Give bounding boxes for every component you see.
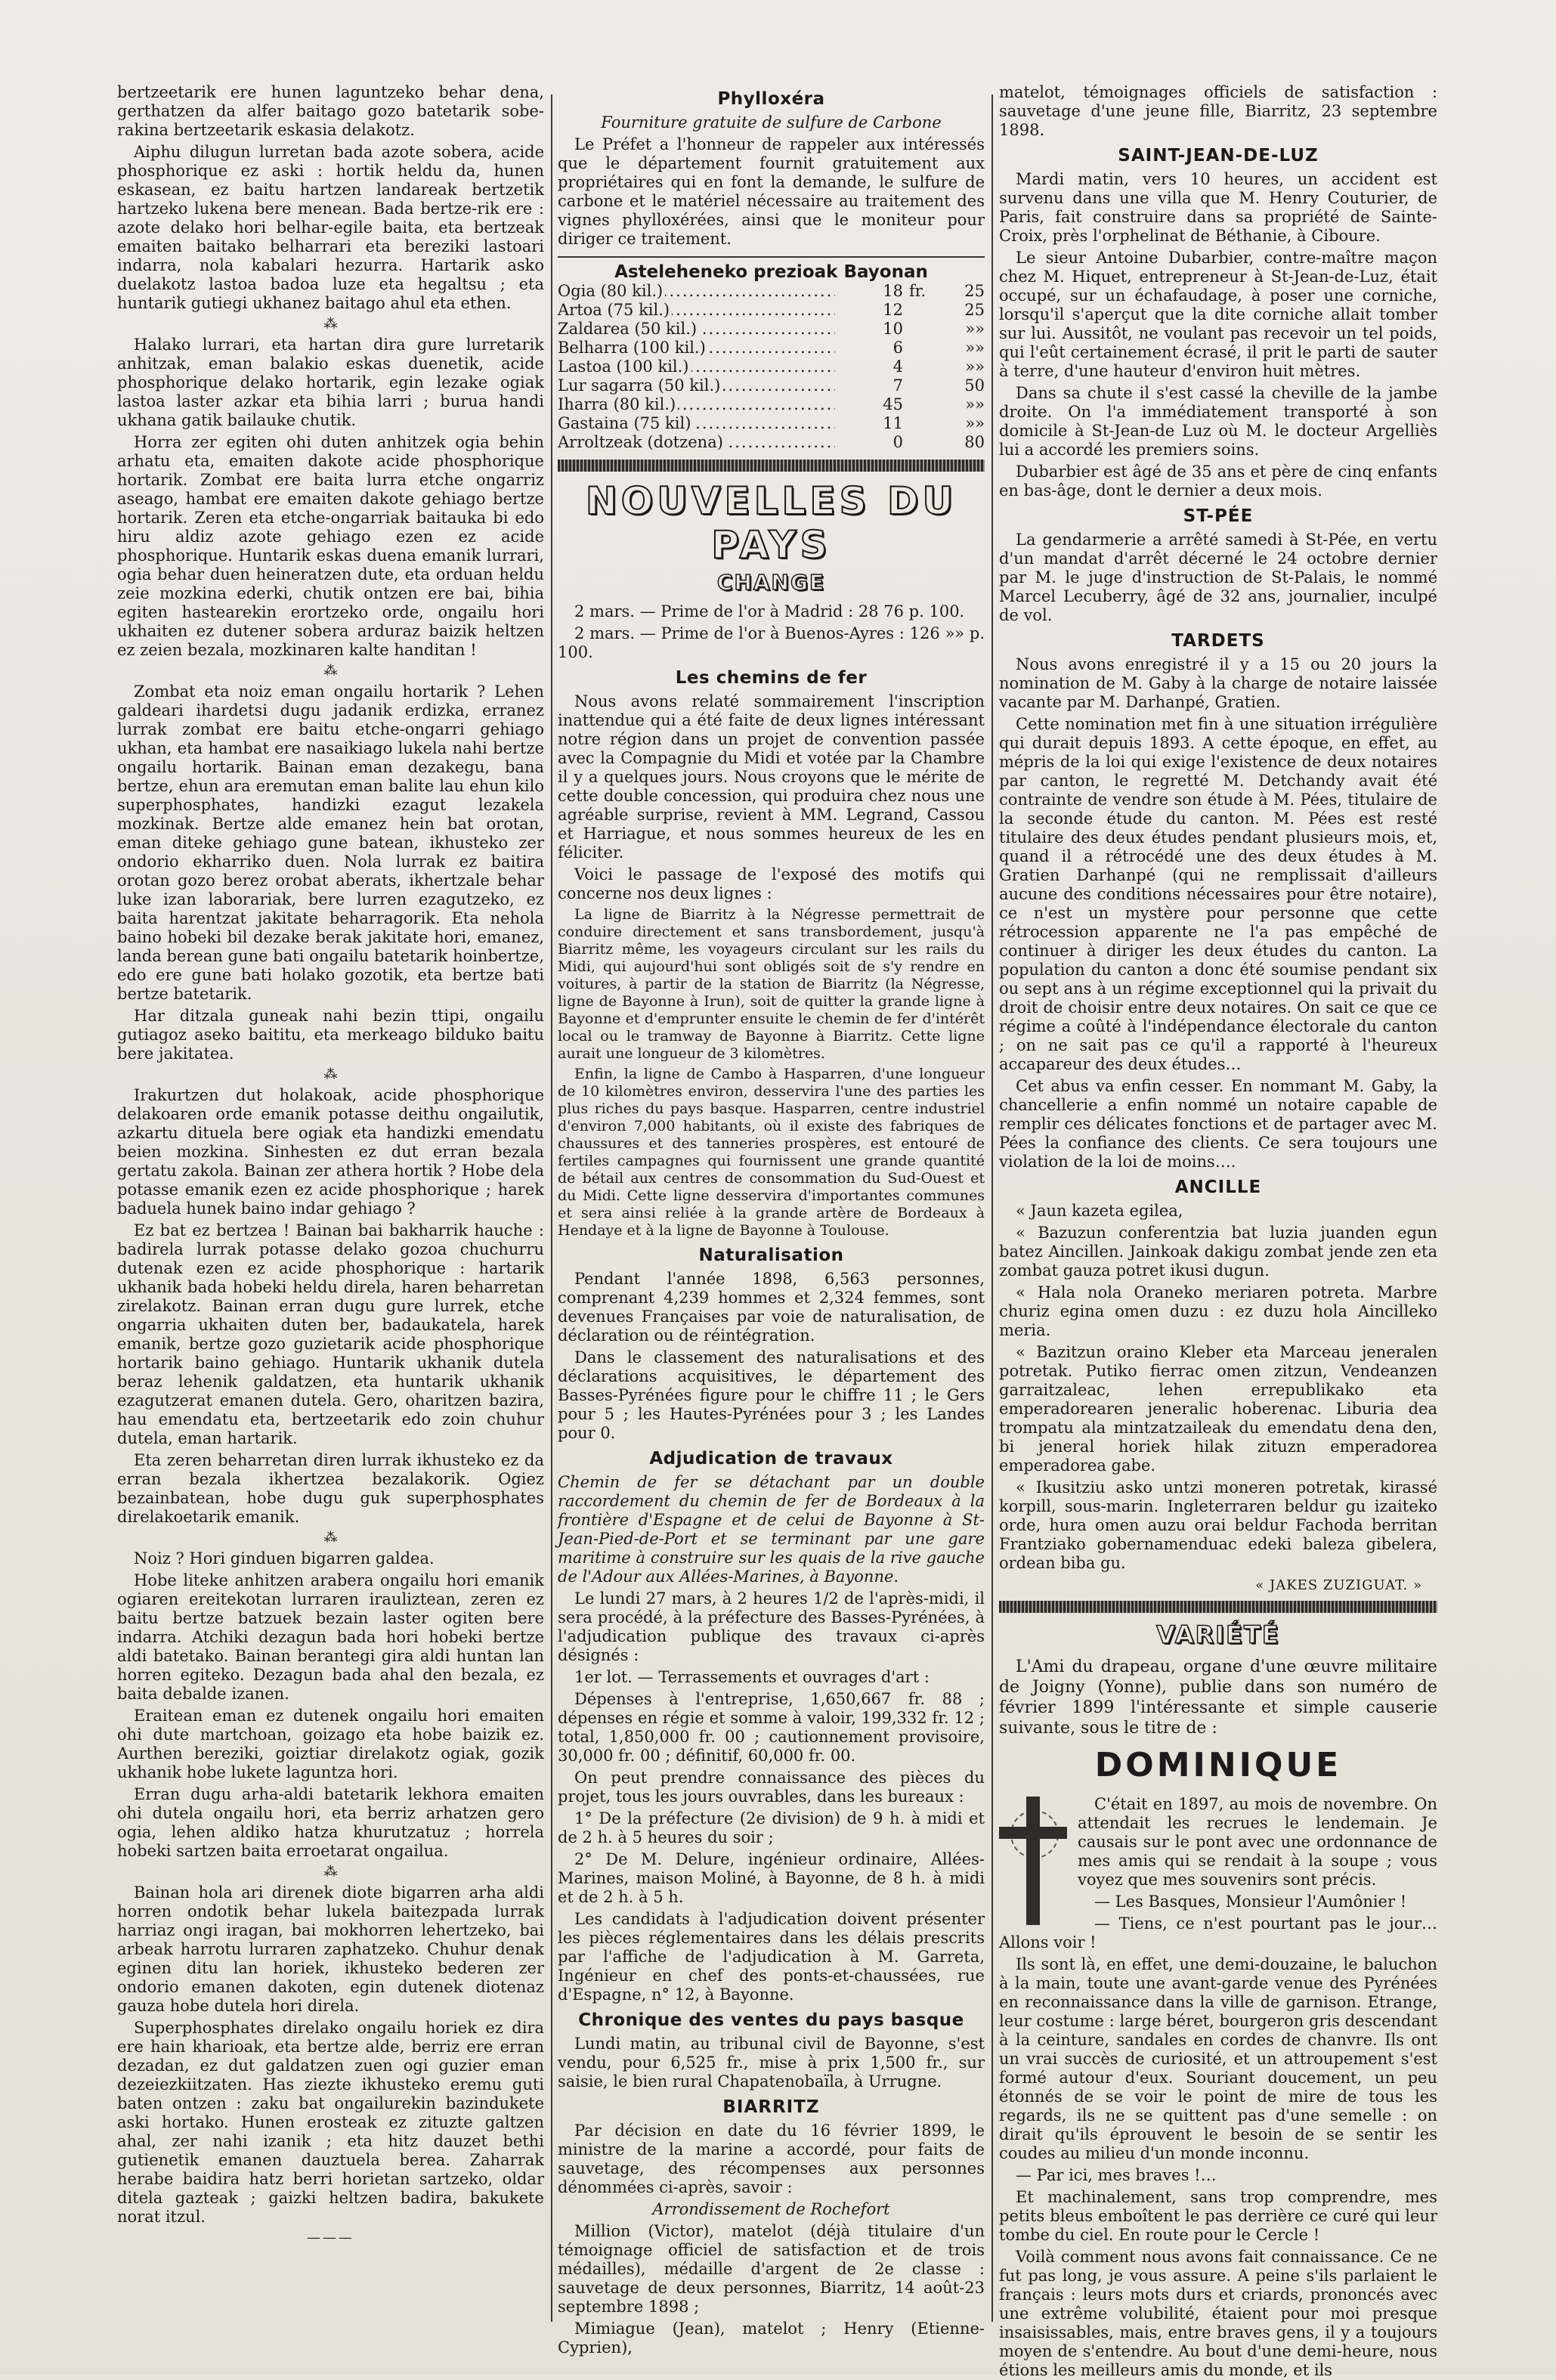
paragraph: Dans le classement des naturalisations et des déclarations acquisitives, le département des Basses-Pyrénées figure pour le chiffre 11 ; le Gers pour 5 ; les Hautes-Pyrénées pour 3 ; les Landes pour 0. [558,1348,985,1442]
price-amount: 4 [892,357,903,376]
price-unit [903,301,951,320]
price-unit [903,320,951,339]
price-cents: »» [965,414,985,432]
price-cents: 25 [964,282,985,300]
naturalisation-heading: Naturalisation [698,1246,844,1265]
ornamental-banner [999,1601,1437,1613]
price-item: Artoa (75 kil.) ..... [558,301,835,320]
paragraph: Nous avons relaté sommairement l'inscription inattendue qui a été faite de deux lignes intéressant notre région dans un projet de convention passée avec la Compagnie du Midi et votée par la Chambre il y a quelques jours. Nous croyons que le mérite de cette double concession, qui produira chez nous une agréable surprise, revient à MM. Legrand, Cassou et Harriague, et nous sommes heureux de les en féliciter. [558,692,985,862]
asterism-separator: ⁂ [323,316,338,332]
price-row [558,320,985,339]
price-item: Ogia (80 kil.) ..... [558,282,835,301]
paragraph: Horra zer egiten ohi duten anhitzek ogia behin arhatu eta, emaiten dakote acide phosphorique hortarik. Zombat ere baita lurra etche ongarriz aseago, hambat ere emaiten dakote gehiago bertze hortarik. Zeren eta etche-ongarriak baitauka bi edo hiru aldiz azote gehiago ezen ez acide phosphorique. Huntarik eskas duena emanik lurrari, ogia behar duen heineratzen dute, eta orduan heldu zeie mozkina ederki, chutik ontzen ere bai, bihia egiten hastearekin erortzeko orde, ongailu hori ukhaiten ez dutener sobera arduraz baizik heltzen ez zeien bezala, mozkinaren kalte handitan ! [117,433,544,659]
paragraph: Aiphu dilugun lurretan bada azote sobera, acide phosphorique ez aski : hortik heldu da, hunen eskasean, ez baitu hartzen landareak bertzetik hartzeko lukena bere menean. Bada bertze-rik ere : azote delako hori belhar-egile baita, eta bertzeak emaiten baitako belharrari eta bereziki lastoari indarra, nola kabalari hezurra. Hartarik asko duelakotz lastoa badoa luze eta hegaltsu ; eta huntarik gutiegi ukhanez baitago ahul eta ethen. [117,143,544,312]
column-rule [991,94,993,2322]
paragraph: Le sieur Antoine Dubarbier, contre-maître maçon chez M. Hiquet, entrepreneur à St-Jean-de-Luz, était occupé, sur un échafaudage, à poser une corniche, lorsqu'il s'aperçut que la dite corniche allait tomber sur lui. Aussitôt, ne voulant pas recevoir un tel poids, qui l'eût certainement écrasé, il prit le parti de sauter à terre, d'une hauteur d'environ huit mètres. [999,249,1437,380]
prices-table [558,282,985,452]
paragraph: Ils sont là, en effet, une demi-douzaine, le baluchon à la main, toute une avant-garde venue des Pyrénées en reconnaissance dans la ville de garnison. Etrange, leur costume : large béret, bourgeron gris descendant à la ceinture, sandales en cordes de chanvre. Ils ont un vrai succès de curiosité, et un attroupement s'est formé autour d'eux. Souriant doucement, un peu étonnés de se voir le point de mire de tous les regards, ils ne se quittent pas d'une semelle : on dirait qu'ils éprouvent le besoin de se sentir les coudes au milieu d'un monde inconnu. [999,1955,1437,2162]
quoted-paragraph: La ligne de Biarritz à la Négresse permettrait de conduire directement et sans transbordement, jusqu'à Biarritz même, les voyageurs circulant sur les rails du Midi, qui aujourd'hui sont obligés soit de s'y rendre en voitures, à partir de la station de Biarritz (la Négresse, ligne de Bayonne à Irun), soit de quitter la grande ligne à Bayonne et d'emprunter ensuite le chemin de fer d'intérêt local ou le tramway de Bayonne à Biarritz. Cette ligne aurait une longueur de 3 kilomètres. [558,906,985,1062]
paragraph: « Bazitzun oraino Kleber eta Marceau jeneralen potretak. Putiko fierrac omen zitzun, Vendeanzen garraitzaleac, lehen errepublikako eta emperadorearen jeneralic hoberenac. Liburia dea trompatu ala mintzatzaileak du emendatu dena den, bi jeneral horiek hilak zituzn emperadorea emperadorea gabe. [999,1343,1437,1475]
biarritz-heading: BIARRITZ [722,2097,820,2117]
paragraph: 1er lot. — Terrassements et ouvrages d'art : [574,1668,930,1686]
price-amount: 11 [883,414,903,432]
letter-signature: « JAKES ZUZIGUAT. » [1255,1577,1422,1593]
price-row [558,357,985,376]
paragraph: — Tiens, ce n'est pourtant pas le jour… Allons voir ! [999,1914,1437,1951]
price-cents: »» [965,320,985,338]
paragraph: Noiz ? Hori ginduen bigarren galdea. [134,1549,435,1568]
paragraph: 2 mars. — Prime de l'or à Madrid : 28 76 p. 100. [574,602,965,621]
paragraph: Mardi matin, vers 10 heures, un accident est survenu dans une villa que M. Henry Couturier, de Paris, fait construire dans sa propriété de Sainte-Croix, près l'orphelinat de Béthanie, à Ciboure. [999,170,1437,245]
ornamental-banner [558,460,985,472]
paragraph: « Ikusitziu asko untzi moneren potretak, kirassé korpill, sous-marin. Ingleterraren beldur gu izaiteko orde, hura omen auzu orai beldur Fachoda berritan Frantziako gobernamenduac edeki baleza gibelera, ordean biba gu. [999,1478,1437,1572]
dominique-heading: DOMINIQUE [1094,1746,1342,1784]
paragraph: Dubarbier est âgé de 35 ans et père de cinq enfants en bas-âge, dont le dernier a deux mois. [999,463,1437,500]
price-item: Belharra (100 kil.) ..... [558,339,835,357]
paragraph: Bainan hola ari direnek diote bigarren arha aldi horren ondotik behar lukela baitezpada lurrak harriaz ongi iragan, bai mokhorren lehertzeko, bai arbeak harrotu lurraren zaphatzeko. Chuhur denak eginen ditu lan horiek, ikhusteko bederen zer ondorio emanen dakoten, egin dutenek diotenaz gauza hobe dutela hori direla. [117,1883,544,2015]
price-item: Gastaina (75 kil) ..... [558,414,835,433]
price-cents: 25 [964,301,985,319]
column-1-basque-article [117,83,544,2329]
paragraph: Le lundi 27 mars, à 2 heures 1/2 de l'après-midi, il sera procédé, à la préfecture des Basses-Pyrénées, à l'adjudication publique des travaux ci-après désignés : [558,1589,985,1664]
paragraph: La gendarmerie a arrêté samedi à St-Pée, en vertu d'un mandat d'arrêt décerné le 24 octobre dernier par M. le juge d'instruction de St-Palais, le nommé Marcel Lecuberry, âgé de 32 ans, journalier, inculpé de vol. [999,531,1437,624]
price-row [558,395,985,414]
price-row [558,433,985,452]
paragraph: Nous avons enregistré il y a 15 ou 20 jours la nomination de M. Gaby à la charge de notaire laissée vacante par M. Darhanpé, Gratien. [999,655,1437,711]
paragraph: L'Ami du drapeau, organe d'une œuvre militaire de Joigny (Yonne), publie dans son numéro de février 1899 l'intéressante et simple causerie suivante, sous le titre de : [999,1657,1437,1738]
price-cents: »» [965,339,985,357]
paragraph: 2° De M. Delure, ingénieur ordinaire, Allées-Marines, maison Moliné, à Bayonne, de 8 h. à midi et de 2 h. à 5 h. [558,1850,985,1906]
ventes-heading: Chronique des ventes du pays basque [578,2010,964,2030]
paragraph: Erran dugu arha-aldi batetarik lekhora emaiten ohi dutela ongailu hori, eta berriz arhatzen gero ogia, lehen aldiko hatza khurutzatuz ; horrela hobeki sartzen baita erroetarat ongailua. [117,1785,544,1860]
crucifix-icon [999,1797,1067,1925]
price-unit [903,339,951,357]
paragraph: Et machinalement, sans trop comprendre, mes petits bleus emboîtent le pas derrière ce curé qui leur tombe du ciel. En route pour le Cercle ! [999,2188,1437,2244]
price-item: Iharra (80 kil.) ..... [558,395,835,414]
paragraph: Par décision en date du 16 février 1899, le ministre de la marine a accordé, pour faits de sauvetage, des récompenses aux personnes dénommées ci-après, savoir : [558,2122,985,2196]
price-cents: 50 [964,376,985,395]
paragraph: — Par ici, mes braves !… [1016,2166,1217,2184]
end-separator: ——— [307,2230,354,2245]
paragraph: Halako lurrari, eta hartan dira gure lurretarik anhitzak, eman balakio eskas duenetik, acide phosphorique delako hortarik, egin lezake ogiak lastoa laster azkar eta bihia larri ; burua handi ukhana gatik bailauke chutik. [117,336,544,429]
paragraph: Lundi matin, au tribunal civil de Bayonne, s'est vendu, pour 6,525 fr., mise à prix 1,500 fr., sur saisie, le bien rural Chapatenobaïla, à Urrugne. [558,2035,985,2091]
paragraph: On peut prendre connaissance des pièces du projet, tous les jours ouvrables, dans les bureaux : [558,1769,985,1806]
tardets-heading: TARDETS [1171,631,1265,651]
adjudication-subtitle: Chemin de fer se détachant par un double raccordement du chemin de fer de Bordeaux à la frontière d'Espagne et de celui de Bayonne à St-Jean-Pied-de-Port et se terminant par une gare maritime à construire sur les quais de la rive gauche de l'Adour aux Allées-Marines, à Bayonne. [558,1473,985,1586]
price-row [558,282,985,301]
price-unit [903,357,951,376]
st-pee-heading: ST-PÉE [1183,506,1254,526]
price-cents: »» [965,357,985,376]
paragraph: Superphosphates direlako ongailu horiek ez dira ere hain kharioak, eta bertze alde, berriz ere erran dezadan, ez dut galdatzen zuen ogi guzier eman dezeiezkiitzaten. Has ziezte ikhusteko eremu guti baten ontzen : zaku bat ongailurekin bazindukete aski hortako. Hunen erosteak ez zituzte galtzen ahal, zer nahi izanik ; eta hitz dauzet bethi gutienetik emanen dauztuela berea. Zaharrak herabe baidira hatz berri horietan sartzeko, oldar ditela gazteak ; gaizki heltzen badira, bakukete norat itzul. [117,2019,544,2226]
price-unit [903,433,951,452]
asterism-separator: ⁂ [323,1530,338,1546]
column-rule [551,94,552,2322]
price-amount: 0 [892,433,903,451]
price-item: Arroltzeak (dotzena) ..... [558,433,835,452]
asterism-separator: ⁂ [323,663,338,679]
asterism-separator: ⁂ [323,1066,338,1082]
paragraph: Irakurtzen dut holakoak, acide phosphorique delakoaren orde emanik potasse deithu ongailutik, azkartu dituela bere ogiak eta handizki emendatu beien mozkina. Sinhesten ez dut erran bezala gertatu zakola. Bainan zer athera hortik ? Hobe dela potasse emanik ezen ez acide phosphorique ; harek baduela hunek baino indar gehiago ? [117,1086,544,1218]
price-amount: 18 [883,282,903,300]
change-heading: CHANGE [716,570,826,595]
paragraph: C'était en 1897, au mois de novembre. On attendait les recrues le lendemain. Je causais sur le pont avec une ordonnance de mes amis qui se rendait à la soupe ; vous voyez que mes souvenirs sont précis. [1078,1795,1437,1889]
paragraph: Dépenses à l'entreprise, 1,650,667 fr. 88 ; dépenses en régie et somme à valoir, 199,332 fr. 12 ; total, 1,850,000 fr. 00 ; cautionnement provisoire, 30,000 fr. 00 ; définitif, 60,000 fr. 00. [558,1690,985,1765]
price-row [558,414,985,433]
paragraph: 1° De la préfecture (2e division) de 9 h. à midi et de 2 h. à 5 heures du soir ; [558,1809,985,1846]
price-amount: 12 [883,301,903,319]
ancille-heading: ANCILLE [1174,1178,1262,1197]
paragraph: Million (Victor), matelot (déjà titulaire d'un témoignage officiel de satisfaction et de trois médailles), médaille d'argent de 2e classe : sauvetage de deux personnes, Biarritz, 14 août-23 septembre 1898 ; [558,2222,985,2316]
price-amount: 10 [883,320,903,338]
column-3-news-variete [999,83,1437,2379]
price-item: Lur sagarra (50 kil.) ..... [558,376,835,395]
paragraph: Voici le passage de l'exposé des motifs qui concerne nos deux lignes : [558,865,985,902]
paragraph: Eraitean eman ez dutenek ongailu hori emaiten ohi dute martchoan, goizago eta hobe baizik ez. Aurthen bereziki, goiztiar direlakotz ogiak, gozik ukhanik hobe lukete laguntza hori. [117,1707,544,1781]
asterism-separator: ⁂ [323,1864,338,1880]
price-row [558,339,985,357]
price-amount: 45 [883,395,903,413]
price-item: Zaldarea (50 kil.) ..... [558,320,835,339]
paragraph: Dans sa chute il s'est cassé la cheville de la jambe droite. On l'a immédiatement transporté à son domicile à St-Jean-de Luz où M. le docteur Argelliès lui a accordé les premiers soins. [999,384,1437,459]
price-row [558,376,985,395]
paragraph: Har ditzala guneak nahi bezin ttipi, ongailu gutiagoz aseko baititu, eta merkeago bilduko baitu bere jakitatea. [117,1007,544,1063]
price-cents: 80 [964,433,985,451]
adjudication-heading: Adjudication de travaux [649,1449,893,1469]
paragraph: matelot, témoignages officiels de satisfaction : sauvetage d'une jeune fille, Biarritz, 23 septembre 1898. [999,83,1437,139]
nouvelles-du-pays-heading: NOUVELLES DU PAYS [585,479,957,567]
paragraph: Cet abus va enfin cesser. En nommant M. Gaby, la chancellerie a enfin nommé un notaire capable de remplir ces délicates fonctions et de partager avec M. Pées la confiance des clients. Ce sera toujours une violation de la loi de moins…. [999,1077,1437,1171]
chemins-de-fer-heading: Les chemins de fer [675,668,868,688]
price-unit [903,376,951,395]
rochefort-subheading: Arrondissement de Rochefort [652,2200,890,2218]
paragraph: « Jaun kazeta egilea, [1016,1202,1183,1220]
paragraph: Ez bat ez bertzea ! Bainan bai bakharrik hauche : badirela lurrak potasse delako gozoa chuchurru dutenak ezen ez acide phosphorique : hartarik ukhanik bada hobeki heldu direla, haren beharretan zirelakotz. Bainan erran dugu gure lurrek, etche ongarria ukhaiten duten ber, badaukatela, harek emanik, bertze gozo guzietarik acide phosphorique hortarik baino gehiago. Huntarik ukhanik dutela beraz lehenik galdatzen, eta huntarik ukhanik ezagutzerat emanen dutela. Gero, oharitzen bazira, hau emendatu eta, bertzeetarik edo zoin chuhur dutela, eman hartarik. [117,1221,544,1447]
paragraph: Cette nomination met fin à une situation irrégulière qui durait depuis 1893. A cette époque, en effet, au mépris de la loi qui exige l'existence de deux notaires par canton, le regretté M. Detchandy avait été contrainte de vendre son étude à M. Pées, titulaire de la seconde étude du canton. M. Pées est resté titulaire des deux études pendant plusieurs mois, et, quand il a rétrocédé une des deux études à M. Gratien Darhanpé (qui ne remplissait d'ailleurs aucune des conditions nécessaires pour être notaire), ce n'est un mystère pour personne que cette rétrocession apparente ne l'a pas empêché de continuer à diriger les deux études du canton. La population du canton a donc été soumise pendant six ou sept ans à un régime exceptionnel qui la privait du droit de choisir entre deux notaires. On sait ce que ce régime a coûté à l'indépendance électorale du canton ; on ne sait pas ce qu'il a rapporté à l'heureux accapareur des deux études… [999,715,1437,1073]
price-unit [903,414,951,433]
saint-jean-de-luz-heading: SAINT-JEAN-DE-LUZ [1118,146,1319,166]
prices-heading: Asteleheneko prezioak Bayonan [558,256,985,282]
variete-heading: VARIÉTÉ [1156,1620,1280,1649]
column-2-news [558,83,985,2357]
price-unit [903,395,951,414]
paragraph: Mimiague (Jean), matelot ; Henry (Etienne-Cyprien), [558,2320,985,2357]
dominique-story [999,1795,1437,2380]
price-unit: fr. [909,282,926,300]
phylloxera-subtitle: Fourniture gratuite de sulfure de Carbone [601,113,942,132]
paragraph: — Les Basques, Monsieur l'Aumônier ! [1094,1893,1407,1911]
paragraph: Hobe liteke anhitzen arabera ongailu hori emanik ogiaren ereitekotan lurraren irauliztean, zeren ez baitu bertze batzuek bezain laster ogiten bere indarra. Atchiki dezagun bada hori hobeki bertze aldi batetako. Bainan berantegi gira aldi huntan lan horren egiteko. Dezagun bada ahal den bezala, ez baita debalde izanen. [117,1571,544,1703]
paragraph: bertzeetarik ere hunen laguntzeko behar dena, gerthatzen da alfer baitago gozo batetarik sobe-rakina bertzeetarik eskasia delakotz. [117,83,544,139]
price-amount: 6 [892,339,903,357]
paragraph: Le Préfet a l'honneur de rappeler aux intéressés que le département fournit gratuitement aux propriétaires qui en font la demande, le sulfure de carbone et le matériel nécessaire au traitement des vignes phylloxérées, ainsi que le moniteur pour diriger ce traitement. [558,135,985,248]
price-row [558,301,985,320]
quoted-paragraph: Enfin, la ligne de Cambo à Hasparren, d'une longueur de 10 kilomètres environ, desservira l'une des parties les plus riches du pays basque. Hasparren, centre industriel d'environ 7,000 habitants, où il existe des fabriques de chaussures et des tanneries prospères, est entouré de fertiles campagnes qui fournissent une grande quantité de bétail aux centres de consommation du Sud-Ouest et du Midi. Cette ligne desservira d'importantes communes et sera ainsi reliée à la grande artère de Bordeaux à Hendaye et à la ligne de Bayonne à Toulouse. [558,1066,985,1239]
paragraph: « Hala nola Oraneko meriaren potreta. Marbre churiz egina omen duzu : ez duzu hola Aincilleko meria. [999,1283,1437,1339]
paragraph: Les candidats à l'adjudication doivent présenter les pièces réglementaires dans les délais prescrits par l'affiche de l'adjudication à M. Garreta, Ingénieur en chef des ponts-et-chaussées, rue d'Espagne, n° 12, à Bayonne. [558,1910,985,2004]
paragraph: 2 mars. — Prime de l'or à Buenos-Ayres : 126 »» p. 100. [558,624,985,661]
paragraph: Zombat eta noiz eman ongailu hortarik ? Lehen galdeari ihardetsi dugu jadanik erdizka, erranez lurrak zombat ere baitu etche-ongarri gehiago ukhan, eta hambat ere nasaikiago lukela nahi bertze ongailu hortarik. Bainan eman dezakegu, bana bertze, ehun ara eremutan eman balite lau ehun kilo superphosphates, handizki ezagut lezakela mozkinak. Bertze alde emanez hein bat orotan, eman diteke gehiago gune batean, ikhusteko zer ondorio ekharriko duen. Nola lurrak ez baitira orotan gozo berez orobat aberats, ikhertzale behar luke izan laborariak, bere lurren ezagutzeko, ez baita harentzat jakitate beharragorik. Eta nehola baino hobeki bil dezake berak jakitate hori, emanez, landa berean gune bati ongailu batetarik hoinbertze, edo ere gune bati holako gozotik, eta bertze bati bertze batetarik. [117,682,544,1003]
price-amount: 7 [892,376,903,395]
paragraph: Eta zeren beharretan diren lurrak ikhusteko ez da erran bezala ikhertzea bezalakorik. Ogiez bezainbatean, hobe dugu guk superphosphates direlakoetarik emanik. [117,1451,544,1526]
paragraph: Voilà comment nous avons fait connaissance. Ce ne fut pas long, je vous assure. A peine s'ils parlaient le français : leurs mots durs et criards, prononcés avec une extrême volubilité, étaient pour moi presque insaisissables, mais, entre braves gens, il y a toujours moyen de s'entendre. Au bout d'une demi-heure, nous étions les meilleurs amis du monde, et ils [999,2248,1437,2379]
price-cents: »» [965,395,985,413]
price-item: Lastoa (100 kil.) ..... [558,357,835,376]
paragraph: « Bazuzun conferentzia bat luzia juanden egun batez Aincillen. Jainkoak dakigu zombat jende zen eta zombat gauza potret ikusi dugun. [999,1224,1437,1280]
phylloxera-heading: Phylloxéra [717,89,825,109]
paragraph: Pendant l'année 1898, 6,563 personnes, comprenant 4,239 hommes et 2,324 femmes, sont devenues Françaises par voie de naturalisation, de déclaration ou de réintégration. [558,1270,985,1345]
